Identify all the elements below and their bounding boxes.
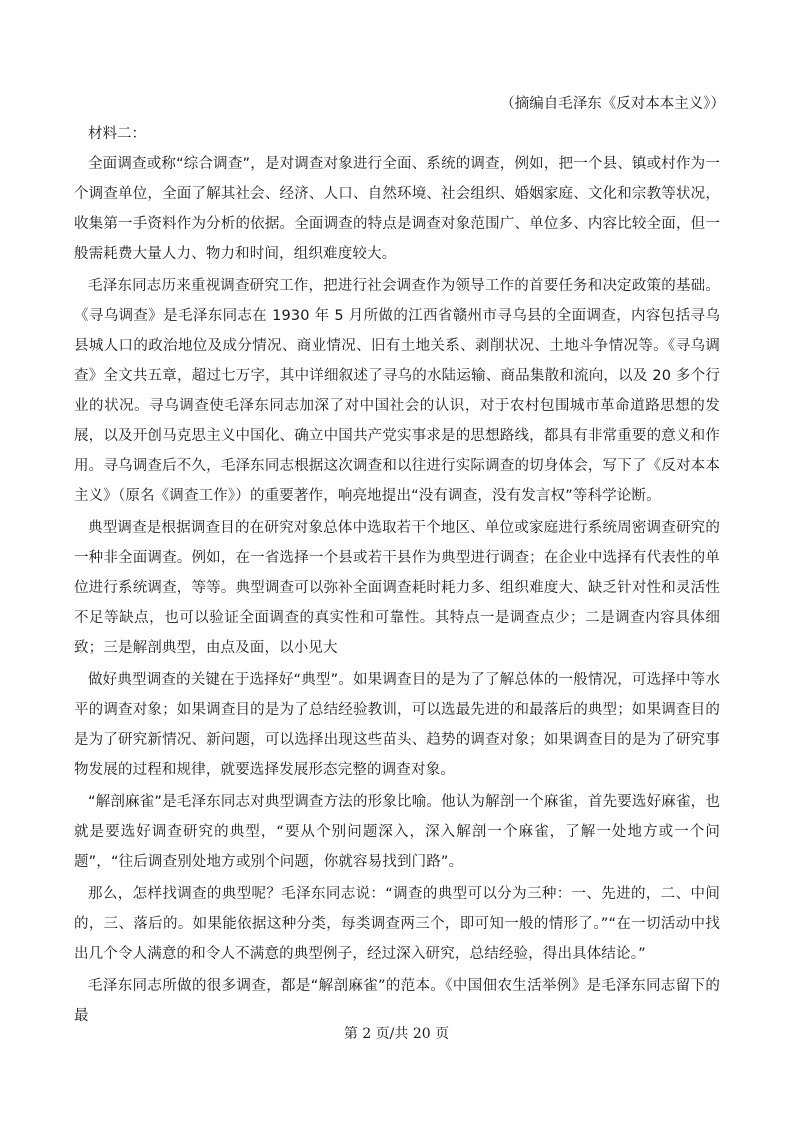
paragraph-full-survey: 全面调查或称“综合调查”，是对调查对象进行全面、系统的调查，例如，把一个县、镇或村作为一个调查单位，全面了解其社会、经济、人口、自然环境、社会组织、婚姻家庭、文化和宗教等状况，收集第一手资料作为分析的依据。全面调查的特点是调查对象范围广、单位多、内容比较全面，但一般需耗费大量人力、物力和时间，组织难度较大。 xyxy=(74,156,720,262)
paragraph-xunwu-survey: 毛泽东同志历来重视调查研究工作，把进行社会调查作为领导工作的首要任务和决定政策的基础。《寻乌调查》是毛泽东同志在 1930 年 5 月所做的江西省赣州市寻乌县的全面调查，内容包括寻乌县城人口的政治地位及成分情况、商业情况、旧有土地关系、剥削状况、土地斗争情况等。《寻乌调查》全文共五章，超过七万字，其中详细叙述了寻乌的水陆运输、商品集散和流向，以及 20 多个行业的状况。寻乌调查使毛泽东同志加深了对中国社会的认识，对于农村包围城市革命道路思想的发展，以及开创马克思主义中国化、确立中国共产党实事求是的思想路线，都具有非常重要的意义和作用。寻乌调查后不久，毛泽东同志根据这次调查和以往进行实际调查的切身体会，写下了《反对本本主义》（原名《调查工作》）的重要著作，响亮地提出“没有调查，没有发言权”等科学论断。 xyxy=(74,278,720,504)
source-citation: （摘编自毛泽东《反对本本主义》） xyxy=(500,96,725,112)
paragraph-examples: 毛泽东同志所做的很多调查，都是“解剖麻雀”的范本。《中国佃农生活举例》是毛泽东同志留下的最 xyxy=(74,978,720,1024)
material-label: 材料二： xyxy=(88,126,146,142)
document-body xyxy=(74,122,720,1031)
paragraph-typical-survey: 典型调查是根据调查目的在研究对象总体中选取若干个地区、单位或家庭进行系统周密调查研究的一种非全面调查。例如，在一省选择一个县或若干县作为典型进行调查；在企业中选择有代表性的单位进行系统调查，等等。典型调查可以弥补全面调查耗时耗力多、组织难度大、缺乏针对性和灵活性不足等缺点，也可以验证全面调查的真实性和可靠性。其特点一是调查点少；二是调查内容具体细致；三是解剖典型，由点及面，以小见大 xyxy=(74,520,720,656)
page-number-footer: 第 2 页/共 20 页 xyxy=(343,1026,450,1042)
paragraph-dissect-sparrow: “解剖麻雀”是毛泽东同志对典型调查方法的形象比喻。他认为解剖一个麻雀，首先要选好麻雀，也就是要选好调查研究的典型，“要从个别问题深入，深入解剖一个麻雀，了解一处地方或一个问题”，“往后调查别处地方或别个问题，你就容易找到门路”。 xyxy=(74,794,720,870)
paragraph-finding-typical: 那么，怎样找调查的典型呢？毛泽东同志说：“调查的典型可以分为三种：一、先进的，二、中间的，三、落后的。如果能依据这种分类，每类调查两三个，即可知一般的情形了。”“在一切活动中找出几个令人满意的和令人不满意的典型例子，经过深入研究，总结经验，得出具体结论。” xyxy=(74,886,720,962)
paragraph-choosing-typical: 做好典型调查的关键在于选择好“典型”。如果调查目的是为了了解总体的一般情况，可选择中等水平的调查对象；如果调查目的是为了总结经验教训，可以选最先进的和最落后的典型；如果调查目的是为了研究新情况、新问题，可以选择出现这些苗头、趋势的调查对象；如果调查目的是为了研究事物发展的过程和规律，就要选择发展形态完整的调查对象。 xyxy=(74,672,720,778)
